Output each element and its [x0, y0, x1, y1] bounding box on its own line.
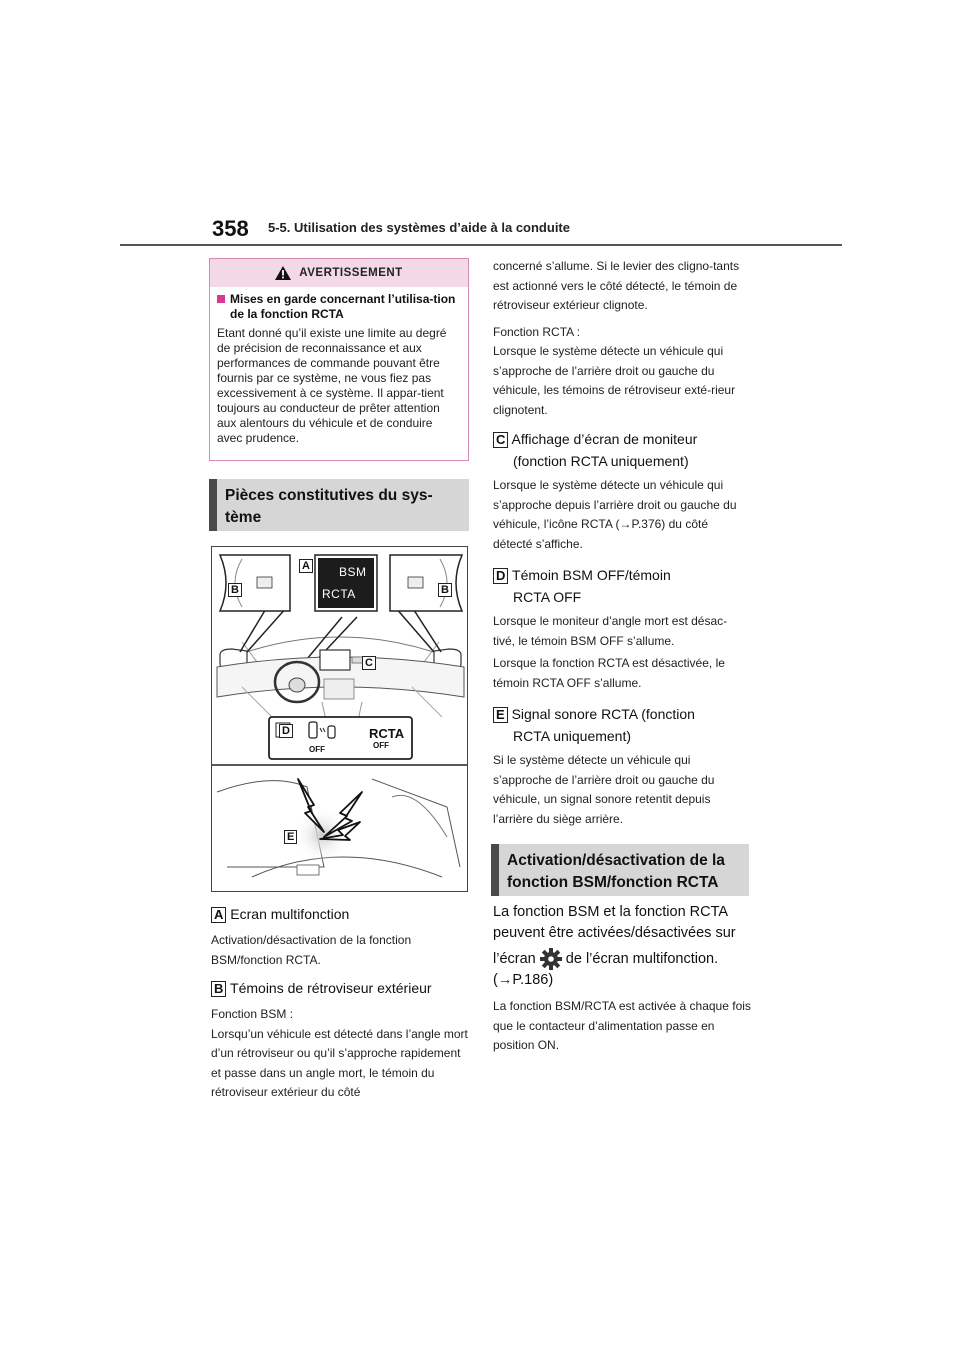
item-b-p2: Lorsqu’un véhicule est détecté dans l’angle mort d’un rétroviseur ou qu’il s’approche rapidement et passe dans un angle mort, le témoin du rétroviseur extérieur du côté — [211, 1026, 468, 1099]
item-e-title-1: Signal sonore RCTA (fonction — [511, 706, 695, 722]
right-column — [493, 257, 749, 829]
activation-line-3-post: de l’écran multifonction. — [565, 950, 719, 967]
item-c-label: C — [493, 432, 508, 448]
warning-text: Etant donné qu’il existe une limite au degré de précision de reconnaissance et aux performances de commande pouvant être fournis par ce système, ne vous fiez pas excessivement à ce système. Il appar-tient toujours au conducteur de prêter attention aux alentours du véhicule et de conduire avec prudence. — [217, 326, 447, 445]
section-header: 5-5. Utilisation des systèmes d’aide à la conduite — [268, 220, 570, 235]
screen-rcta-text: RCTA — [322, 587, 356, 601]
figure-label-d: D — [279, 724, 293, 738]
rcta-off-indicator-text: RCTA — [369, 726, 405, 741]
item-d-label: D — [493, 568, 508, 584]
item-b-label: B — [211, 981, 226, 997]
activation-text-block — [493, 902, 751, 1056]
figure-label-b-right: B — [438, 583, 452, 597]
item-e-label: E — [493, 707, 508, 723]
screen-bsm-text: BSM — [339, 565, 367, 579]
system-illustration — [211, 546, 468, 892]
item-d-p1: Lorsque le moniteur d’angle mort est désac-tivé, le témoin BSM OFF s’allume. — [493, 614, 728, 648]
item-b-p4: Fonction RCTA : — [493, 324, 581, 339]
item-d-title-1: Témoin BSM OFF/témoin — [512, 567, 671, 583]
warning-box — [209, 258, 469, 461]
rcta-off-label: OFF — [373, 741, 389, 750]
activation-line-1: La fonction BSM et la fonction RCTA — [493, 904, 729, 920]
item-b-p5: Lorsque le système détecte un véhicule qui s’approche de l’arrière droit ou gauche du véhicule, les témoins de rétroviseur exté-rieur clignotent. — [493, 344, 736, 417]
item-a-title: Ecran multifonction — [230, 906, 350, 922]
item-a-label: A — [211, 907, 226, 923]
warning-title: AVERTISSEMENT — [299, 267, 403, 279]
page-number: 358 — [212, 216, 249, 241]
item-b-p3: concerné s’allume. Si le levier des cligno-tants est actionné vers le côté détecté, le témoin de rétroviseur extérieur clignote. — [493, 259, 740, 312]
figure-label-a: A — [299, 559, 313, 573]
figure-label-e: E — [284, 830, 297, 844]
figure-label-b-left: B — [228, 583, 242, 597]
item-b — [211, 977, 469, 1103]
warning-header — [210, 259, 468, 287]
item-b-title: Témoins de rétroviseur extérieur — [230, 980, 432, 996]
activation-line-4: (→P.186) — [493, 972, 554, 988]
item-b-p1: Fonction BSM : — [211, 1007, 294, 1021]
item-d-p2: Lorsque la fonction RCTA est désactivée, le témoin RCTA OFF s’allume. — [493, 656, 725, 690]
gear-icon — [540, 948, 562, 970]
item-a — [211, 903, 469, 970]
section-heading-text: Pièces constitutives du sys-tème — [225, 487, 433, 526]
bsm-off-label: OFF — [309, 745, 325, 754]
activation-note: La fonction BSM/RCTA est activée à chaque fois que le contacteur d’alimentation passe en position ON. — [493, 999, 751, 1052]
item-e-title-2: RCTA uniquement) — [513, 728, 632, 744]
item-c-title-2: (fonction RCTA uniquement) — [513, 453, 689, 469]
figure-label-c: C — [362, 656, 376, 670]
item-c-title-1: Affichage d’écran de moniteur — [511, 431, 698, 447]
warning-triangle-icon — [275, 266, 291, 280]
item-a-text: Activation/désactivation de la fonction BSM/fonction RCTA. — [211, 933, 412, 967]
bullet-square-icon — [217, 295, 225, 303]
section-heading-activation — [491, 844, 749, 896]
section-heading-activation-text: Activation/désactivation de la fonction BSM/fonction RCTA — [507, 852, 725, 891]
warning-heading: Mises en garde concernant l’utilisa-tion de la fonction RCTA — [230, 292, 456, 321]
item-d-title-2: RCTA OFF — [513, 589, 582, 605]
header-divider — [120, 244, 842, 246]
activation-line-3-pre: l’écran — [493, 950, 536, 967]
item-c-text: Lorsque le système détecte un véhicule qui s’approche depuis l’arrière droit ou gauche du véhicule, l’icône RCTA (→P.376) du côté détecté s’affiche. — [493, 478, 737, 551]
item-e-text: Si le système détecte un véhicule qui s’approche de l’arrière droit ou gauche du véhicule, un signal sonore retentit depuis l’arrière du siège arrière. — [493, 753, 715, 826]
activation-line-2: peuvent être activées/désactivées sur — [493, 925, 736, 941]
section-heading-components — [209, 479, 469, 531]
